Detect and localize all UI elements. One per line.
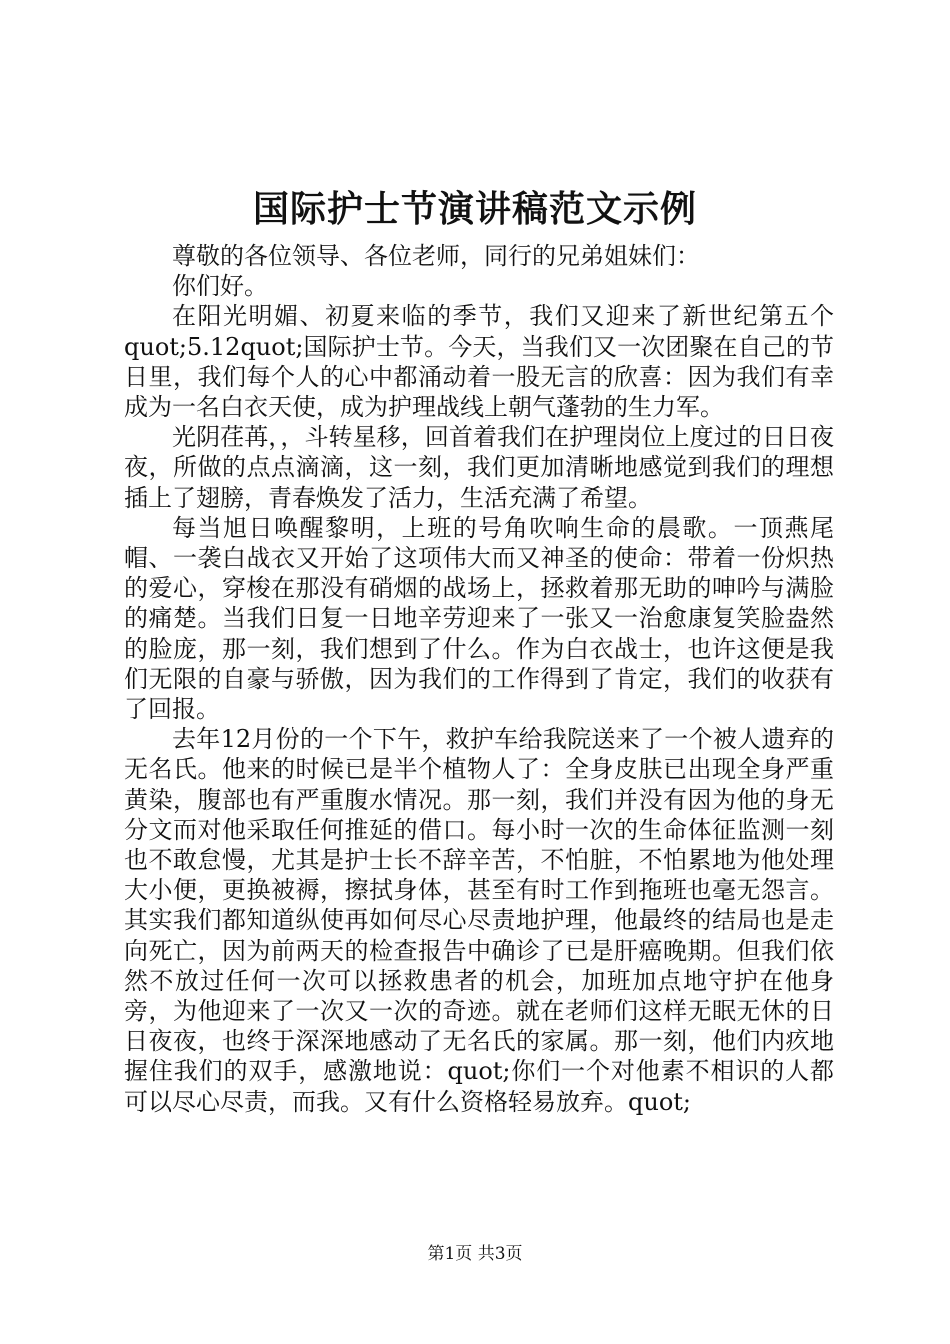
paragraph-daily-mission: 每当旭日唤醒黎明，上班的号角吹响生命的晨歌。一顶燕尾帽、一袭白战衣又开始了这项伟大而又神圣的使命：带着一份炽热的爱心，穿梭在那没有硝烟的战场上，拯救着那无助的呻吟与满脸的痛楚。当我们日复一日地辛劳迎来了一张又一治愈康复笑脸盎然的脸庞，那一刻，我们想到了什么。作为白衣战士，也许这便是我们无限的自豪与骄傲，因为我们的工作得到了肯定，我们的收获有了回报。 [124,513,834,724]
paragraph-hello: 你们好。 [172,272,268,301]
document-title: 国际护士节演讲稿范文示例 [252,188,697,230]
document-body [124,241,834,1117]
paragraph-greeting: 尊敬的各位领导、各位老师，同行的兄弟姐妹们： [172,242,700,270]
paragraph-patient-story: 去年12月份的一个下午，救护车给我院送来了一个被人遗弃的无名氏。他来的时候已是半个植物人了：全身皮肤已出现全身严重黄染，腹部也有严重腹水情况。那一刻，我们并没有因为他的身无分文而对他采取任何推延的借口。每小时一次的生命体征监测一刻也不敢怠慢，尤其是护士长不辞辛苦，不怕脏，不怕累地为他处理大小便，更换被褥，擦拭身体，甚至有时工作到拖班也毫无怨言。其实我们都知道纵使再如何尽心尽责地护理，他最终的结局也是走向死亡，因为前两天的检查报告中确诊了已是肝癌晚期。但我们依然不放过任何一次可以拯救患者的机会，加班加点地守护在他身旁，为他迎来了一次又一次的奇迹。就在老师们这样无眠无休的日日夜夜，也终于深深地感动了无名氏的家属。那一刻，他们内疚地握住我们的双手，感激地说：quot;你们一个对他素不相识的人都可以尽心尽责，而我。又有什么资格轻易放弃。quot; [124,725,834,1116]
paragraph-time-passes: 光阴荏苒，，斗转星移，回首着我们在护理岗位上度过的日日夜夜，所做的点点滴滴，这一刻，我们更加清晰地感觉到我们的理想插上了翅膀，青春焕发了活力，生活充满了希望。 [124,423,834,512]
page-number-footer: 第1页 共3页 [427,1244,523,1264]
paragraph-nurses-day: 在阳光明媚、初夏来临的季节，我们又迎来了新世纪第五个quot;5.12quot;国际护士节。今天，当我们又一次团聚在自己的节日里，我们每个人的心中都涌动着一股无言的欣喜：因为我们有幸成为一名白衣天使，成为护理战线上朝气蓬勃的生力军。 [124,302,834,422]
